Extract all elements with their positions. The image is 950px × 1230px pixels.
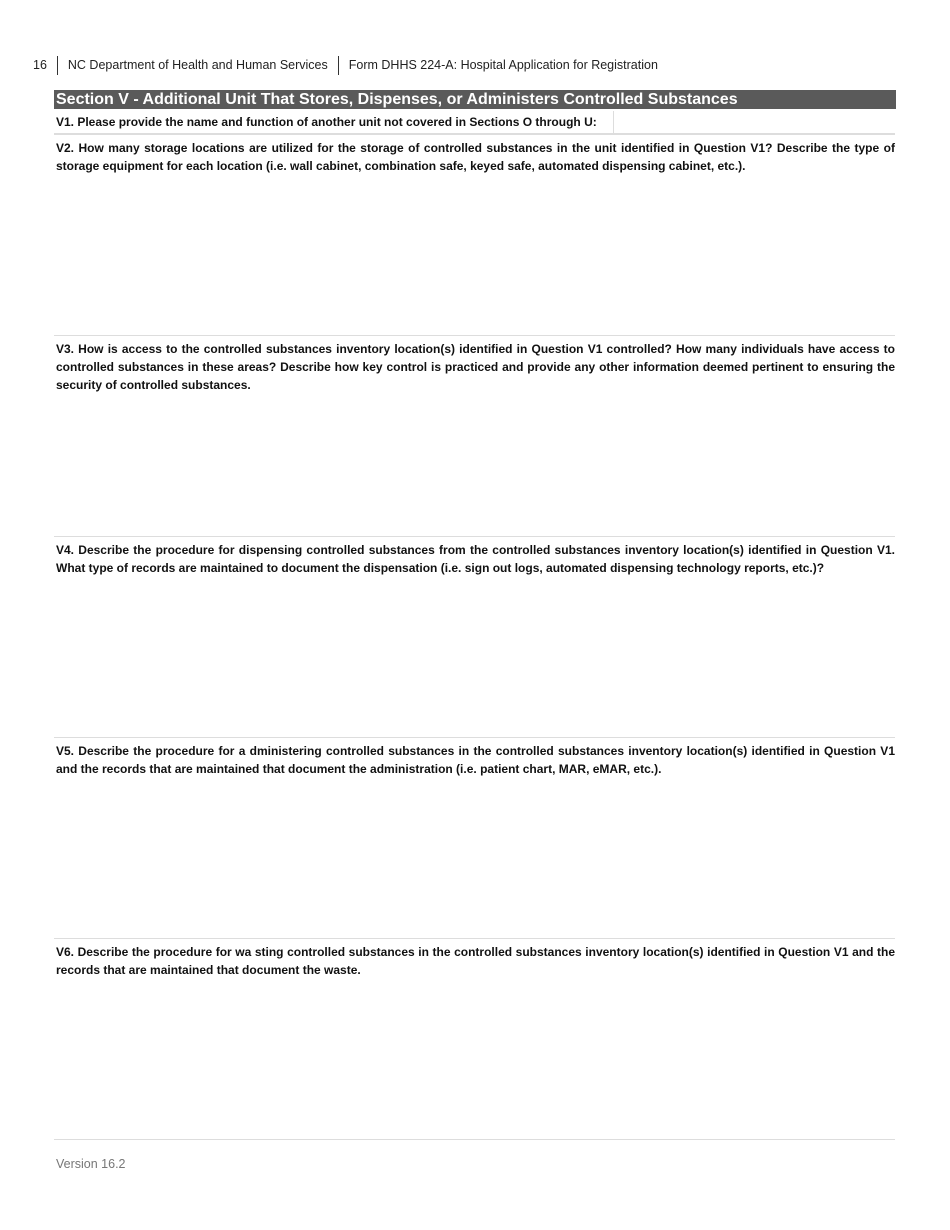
header-divider bbox=[338, 56, 339, 75]
question-v2-block bbox=[54, 134, 895, 336]
question-v1-row bbox=[54, 111, 895, 134]
question-v2-label: V2. How many storage locations are utilized for the storage of controlled substances in the unit identified in Question V1? Describe the type of storage equipment for each location (i.e. wall cabinet, combination safe, keyed safe, automated dispensing cabinet, etc.). bbox=[56, 141, 895, 173]
section-title: Section V - Additional Unit That Stores, Dispenses, or Administers Controlled Substances bbox=[54, 90, 896, 109]
question-v6-label: V6. Describe the procedure for wa sting controlled substances in the controlled substances inventory location(s) identified in Question V1 and the records that are maintained that document the waste. bbox=[56, 945, 895, 977]
version-label: Version 16.2 bbox=[56, 1157, 126, 1171]
page-number: 16 bbox=[33, 58, 47, 72]
question-v3-block bbox=[54, 335, 895, 537]
page-header bbox=[33, 56, 658, 74]
form-title: Form DHHS 224-A: Hospital Application for Registration bbox=[348, 58, 658, 72]
question-v4-label: V4. Describe the procedure for dispensing controlled substances from the controlled substances inventory location(s) identified in Question V1. What type of records are maintained to document the dispensation (i.e. sign out logs, automated dispensing technology reports, etc.)? bbox=[56, 543, 895, 575]
header-divider bbox=[57, 56, 58, 75]
question-v6-block bbox=[54, 938, 895, 1140]
question-v5-block bbox=[54, 737, 895, 939]
department-name: NC Department of Health and Human Services bbox=[67, 58, 328, 72]
question-v1-answer-field[interactable] bbox=[614, 111, 895, 133]
question-v1-label: V1. Please provide the name and function of another unit not covered in Sections O through U: bbox=[54, 111, 614, 133]
question-v5-label: V5. Describe the procedure for a dministering controlled substances in the controlled substances inventory location(s) identified in Question V1 and the records that are maintained that document the administration (i.e. patient chart, MAR, eMAR, etc.). bbox=[56, 744, 895, 776]
question-v4-block bbox=[54, 536, 895, 738]
footer-divider bbox=[54, 1139, 895, 1140]
question-v3-label: V3. How is access to the controlled substances inventory location(s) identified in Question V1 controlled? How many individuals have access to controlled substances in these areas? Describe how key control is practiced and provide any other information deemed pertinent to ensuring the security of controlled substances. bbox=[56, 342, 895, 392]
